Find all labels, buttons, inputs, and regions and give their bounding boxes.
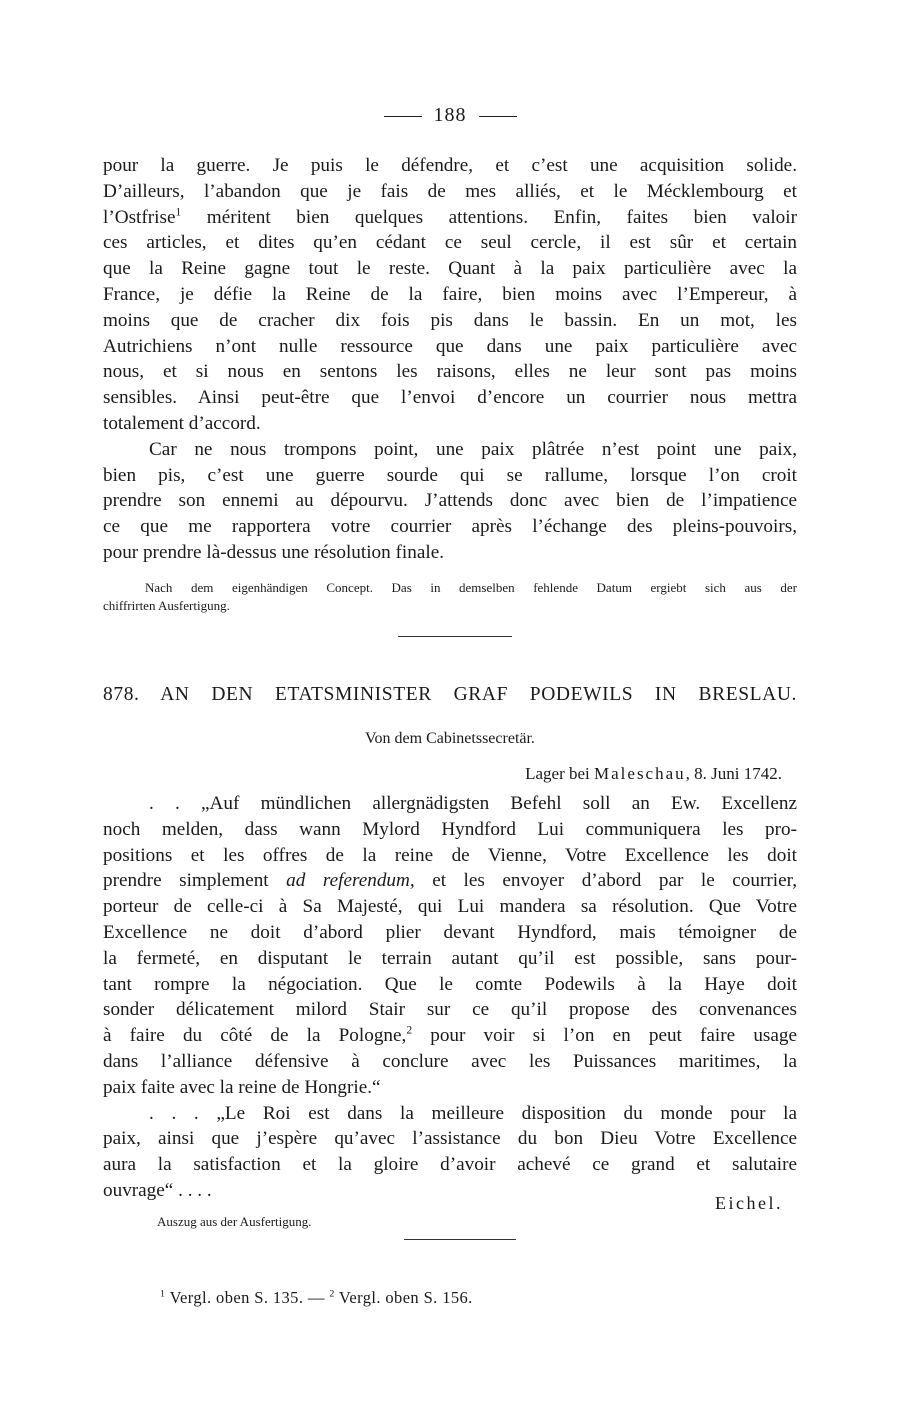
document-title: AN DEN ETATSMINISTER GRAF PODEWILS IN BRESLAU. — [160, 684, 798, 705]
text-line: positions et les offres de la reine de Vienne, Votre Excellence les doit — [103, 844, 797, 866]
text-line: Car ne nous trompons point, une paix plâtrée n’est point une paix, — [149, 438, 797, 460]
text-line: moins que de cracher dix fois pis dans le bassin. En un mot, les — [103, 309, 797, 331]
text-line: l’Ostfrise$^1$ méritent bien quelques attentions. Enfin, faites bien valoir — [103, 206, 797, 228]
text-line: tant rompre la négociation. Que le comte Podewils à la Haye doit — [103, 973, 797, 995]
text-line: la fermeté, en disputant le terrain autant qu’il est possible, sans pour- — [103, 947, 797, 969]
text-line: aura la satisfaction et la gloire d’avoir achevé ce grand et salutaire — [103, 1154, 797, 1176]
text-line: pour prendre là-dessus une résolution finale. — [103, 541, 445, 563]
text-line: totalement d’accord. — [103, 412, 261, 434]
footnotes: $^1$ Vergl. oben S. 135. — $^2$ Vergl. oben S. 156. — [160, 1288, 473, 1307]
text-line: Autrichiens n’ont nulle ressource que dans une paix particulière avec — [103, 335, 797, 357]
letter-continuation — [103, 153, 797, 566]
header-dash-left — [384, 116, 422, 117]
text-line: ouvrage“ . . . . — [103, 1179, 212, 1201]
text-line: France, je défie la Reine de la faire, bien moins avec l’Empereur, à — [103, 283, 797, 305]
text-line: sonder délicatement milord Stair sur ce qu’il propose des convenances — [103, 999, 797, 1021]
footnote-mark: 1 — [175, 206, 182, 219]
text-line: dans l’alliance défensive à conclure avec les Puissances maritimes, la — [103, 1050, 797, 1072]
place-date: Lager bei Maleschau, 8. Juni 1742. — [525, 764, 782, 783]
footnote-mark: 1 — [160, 1288, 166, 1300]
text-line: nous, et si nous en sentons les raisons, elles ne leur sont pas moins — [103, 361, 797, 383]
text-line: prendre simplement ad referendum, et les envoyer d’abord par le courrier, — [103, 870, 797, 892]
section-divider — [398, 636, 512, 637]
document-number: 878. — [103, 684, 140, 705]
footnote-mark: 2 — [406, 1024, 413, 1037]
note-line: chiffrirten Ausfertigung. — [103, 598, 230, 613]
document-heading — [103, 684, 797, 706]
text-line: à faire du côté de la Pologne,$^2$ pour voir si l’on en peut faire usage — [103, 1024, 798, 1047]
signature: Eichel. — [715, 1193, 783, 1213]
text-line: Excellence ne doit d’abord plier devant Hyndford, mais témoigner de — [103, 921, 797, 943]
source-note — [103, 579, 797, 615]
text-line: paix, ainsi que j’espère qu’avec l’assistance du bon Dieu Votre Excellence — [103, 1128, 797, 1150]
text-line: bien pis, c’est une guerre sourde qui se rallume, lorsque l’on croit — [103, 464, 797, 486]
text-line: paix faite avec la reine de Hongrie.“ — [103, 1076, 381, 1098]
text-line: porteur de celle-ci à Sa Majesté, qui Lui mandera sa résolution. Que Votre — [103, 896, 797, 918]
text-line: ce que me rapportera votre courrier après l’échange des pleins-pouvoirs, — [103, 516, 797, 538]
text-line: . . . „Le Roi est dans la meilleure disposition du monde pour la — [149, 1102, 797, 1124]
extract-note: Auszug aus der Ausfertigung. — [157, 1214, 312, 1229]
text-line: que la Reine gagne tout le reste. Quant à la paix particulière avec la — [103, 258, 797, 280]
text-line: . . „Auf mündlichen allergnädigsten Befehl soll an Ew. Excellenz — [149, 793, 797, 814]
footnote-divider — [404, 1239, 516, 1240]
text-line: D’ailleurs, l’abandon que je fais de mes alliés, et le Mécklembourg et — [103, 180, 797, 202]
text-line: noch melden, dass wann Mylord Hyndford Lui communiquera les pro- — [103, 818, 797, 840]
text-line: pour la guerre. Je puis le défendre, et c’est une acquisition solide. — [103, 155, 797, 176]
footnote-mark: 2 — [329, 1288, 335, 1300]
latin-phrase: ad referendum, — [286, 870, 415, 892]
text-line: sensibles. Ainsi peut-être que l’envoi d’encore un courrier nous mettra — [103, 387, 797, 409]
note-line: Nach dem eigenhändigen Concept. Das in demselben fehlende Datum ergiebt sich aus der — [145, 580, 797, 595]
text-line: prendre son ennemi au dépourvu. J’attends donc avec bien de l’impatience — [103, 490, 797, 512]
footnote-1: Vergl. oben S. 135. — [165, 1288, 304, 1307]
footnote-2: Vergl. oben S. 156. — [334, 1288, 473, 1307]
page-number: 188 — [433, 104, 467, 126]
document-subtitle: Von dem Cabinetssecretär. — [365, 730, 535, 747]
header-dash-right — [479, 116, 517, 117]
place-name: Maleschau — [594, 764, 686, 783]
text-line: ces articles, et dites qu’en cédant ce seul cercle, il est sûr et certain — [103, 232, 797, 254]
page-header — [0, 104, 900, 127]
letter-body — [103, 791, 797, 1204]
